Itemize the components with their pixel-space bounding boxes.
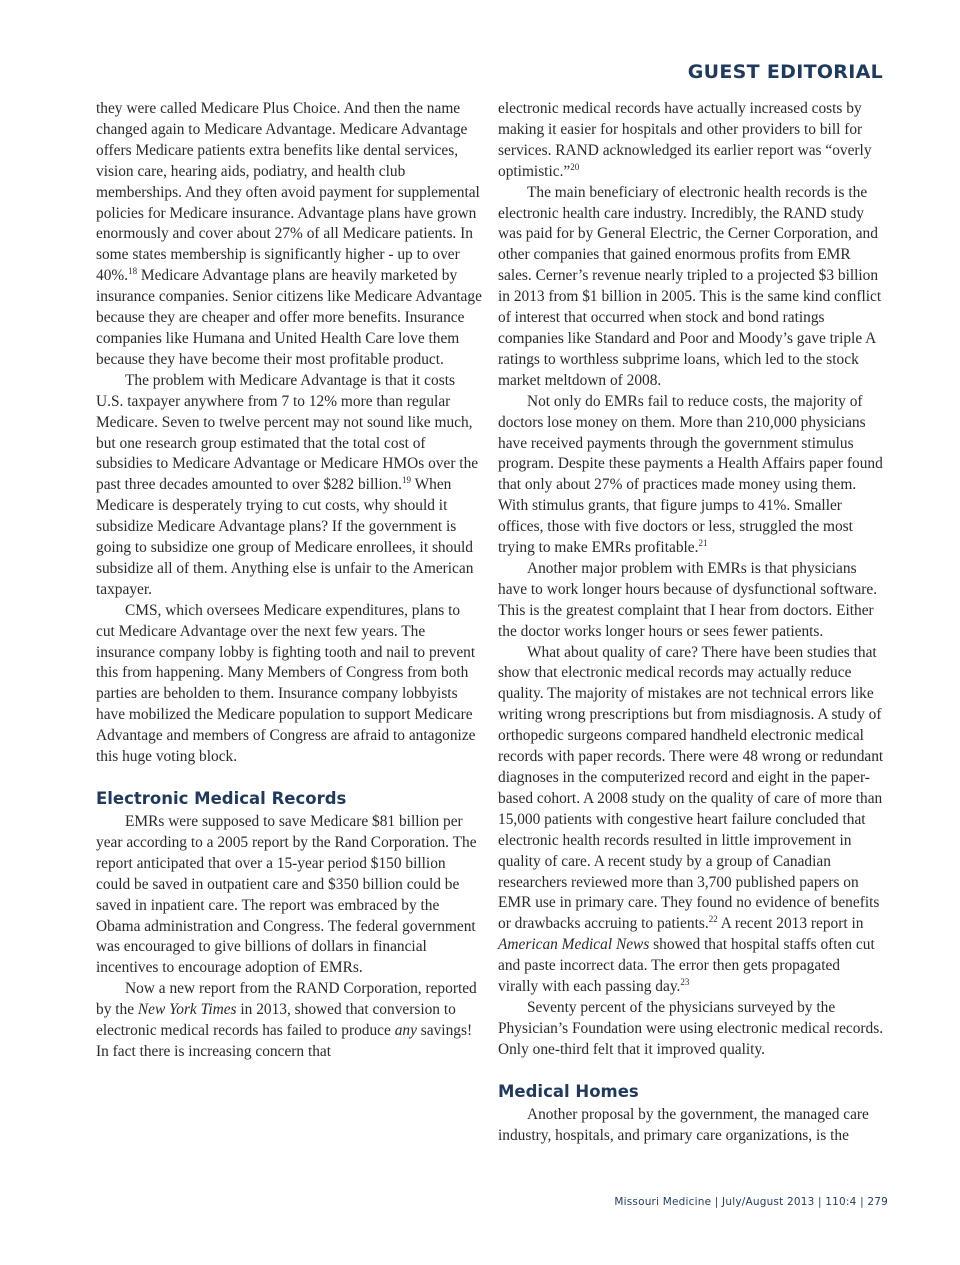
- text-run: Now a new report from the RAND Corporation, reported by the: [96, 980, 477, 1019]
- text-run: The problem with Medicare Advantage is that it costs U.S. taxpayer anywhere from 7 to 12% more than regular Medicare. Seven to twelve percent may not sound like much, but one research group estimated that the total cost of subsidies to Medicare Advantage or Medicare HMOs over the past three decades amounted to over $282 billion.: [96, 371, 479, 494]
- text-run: A recent 2013 report in: [717, 915, 864, 933]
- footnote-ref: 22: [708, 914, 718, 925]
- text-run: savings! In fact there is increasing concern that: [96, 1022, 473, 1060]
- text-run: Medicare Advantage plans are heavily marketed by insurance companies. Senior citizens like Medicare Advantage because they are cheaper and offer more benefits. Insurance companies like Humana and United Health Care love them because they have become their most profitable product.: [96, 267, 482, 368]
- paragraph: Seventy percent of the physicians surveyed by the Physician’s Foundation were using electronic medical records. Only one-third felt that it improved quality.: [498, 998, 884, 1058]
- footnote-ref: 23: [680, 977, 690, 988]
- page-footer: Missouri Medicine | July/August 2013 | 110:4 | 279: [614, 1196, 888, 1208]
- paragraph: [498, 643, 884, 998]
- text-run: in 2013, showed that conversion to electronic medical records has failed to produce: [96, 1001, 456, 1040]
- text-run: When Medicare is desperately trying to cut costs, why should it subsidize Medicare Advantage plans? If the government is going to subsidize one group of Medicare enrollees, it should subsidize all of them. Anything else is unfair to the American taxpayer.: [96, 476, 474, 598]
- text-run: showed that hospital staffs often cut and paste incorrect data. The error then gets propagated virally with each passing day.: [498, 936, 875, 996]
- publication-title: American Medical News: [498, 936, 650, 954]
- paragraph: The main beneficiary of electronic health records is the electronic health care industry. Incredibly, the RAND study was paid for by General Electric, the Cerner Corporation, and other companies that gained enormous profits from EMR sales. Cerner’s revenue nearly tripled to a projected $3 billion in 2013 from $1 billion in 2005. This is the same kind conflict of interest that occurred when stock and bond ratings companies like Standard and Poor and Moody’s gave triple A ratings to worthless subprime loans, which led to the stock market meltdown of 2008.: [498, 183, 882, 389]
- text-run: electronic medical records have actually increased costs by making it easier for hospitals and other providers to bill for services. RAND acknowledged its earlier report was “overly optimistic.”: [498, 100, 872, 180]
- left-column: [96, 99, 482, 1063]
- paragraph: Another major problem with EMRs is that physicians have to work longer hours because of dysfunctional software. This is the greatest complaint that I hear from doctors. Either the doctor works longer hours or sees fewer patients.: [498, 559, 878, 640]
- text-run: What about quality of care? There have been studies that show that electronic medical records may actually reduce quality. The majority of mistakes are not technical errors like writing wrong prescriptions but from misdiagnosis. A study of orthopedic surgeons compared handheld electronic medical records with paper records. There were 48 wrong or redundant diagnoses in the computerized record and eight in the paper-based cohort. A 2008 study on the quality of care of more than 15,000 patients with congestive heart failure concluded that electronic health records resulted in little improvement in quality of care. A recent study by a group of Canadian researchers reviewed more than 3,700 published papers on EMR use in primary care. They found no evidence of benefits or drawbacks accruing to patients.: [498, 643, 884, 933]
- footnote-ref: 21: [698, 538, 708, 549]
- section-header: GUEST EDITORIAL: [687, 61, 883, 83]
- publication-title: New York Times: [137, 1001, 237, 1019]
- footnote-ref: 19: [402, 475, 412, 486]
- paragraph: [96, 979, 482, 1063]
- paragraph: Another proposal by the government, the managed care industry, hospitals, and primary care organizations, is the: [498, 1105, 869, 1144]
- emphasis: any: [394, 1022, 417, 1040]
- paragraph: [498, 99, 884, 183]
- paragraph: [96, 99, 482, 371]
- section-heading: Electronic Medical Records: [96, 789, 347, 808]
- paragraph: CMS, which oversees Medicare expenditures, plans to cut Medicare Advantage over the next few years. The insurance company lobby is fighting tooth and nail to prevent this from happening. Many Members of Congress from both parties are beholden to them. Insurance company lobbyists have mobilized the Medicare population to support Medicare Advantage and members of Congress are afraid to antagonize this huge voting block.: [96, 601, 476, 766]
- paragraph: [96, 371, 482, 601]
- footnote-ref: 20: [570, 161, 580, 172]
- right-column: [498, 99, 884, 1147]
- text-run: Not only do EMRs fail to reduce costs, the majority of doctors lose money on them. More than 210,000 physicians have received payments through the government stimulus program. Despite these payments a Health Affairs paper found that only about 27% of practices made money using them. With stimulus grants, that figure jumps to 41%. Smaller offices, those with five doctors or less, struggled the most trying to make EMRs profitable.: [498, 392, 883, 557]
- paragraph: [498, 392, 884, 559]
- footnote-ref: 18: [128, 266, 138, 277]
- text-run: they were called Medicare Plus Choice. And then the name changed again to Medicare Advantage. Medicare Advantage offers Medicare patients extra benefits like dental services, vision care, hearing aids, podiatry, and health club memberships. And they often avoid payment for supplemental policies for Medicare insurance. Advantage plans have grown enormously and cover about 27% of all Medicare patients. In some states membership is significantly higher - up to over 40%.: [96, 100, 480, 285]
- section-heading: Medical Homes: [498, 1081, 639, 1101]
- paragraph: EMRs were supposed to save Medicare $81 billion per year according to a 2005 report by the Rand Corporation. The report anticipated that over a 15-year period $150 billion could be saved in outpatient care and $350 billion could be saved in inpatient care. The report was embraced by the Obama administration and Congress. The federal government was encouraged to give billions of dollars in financial incentives to encourage adoption of EMRs.: [96, 813, 477, 977]
